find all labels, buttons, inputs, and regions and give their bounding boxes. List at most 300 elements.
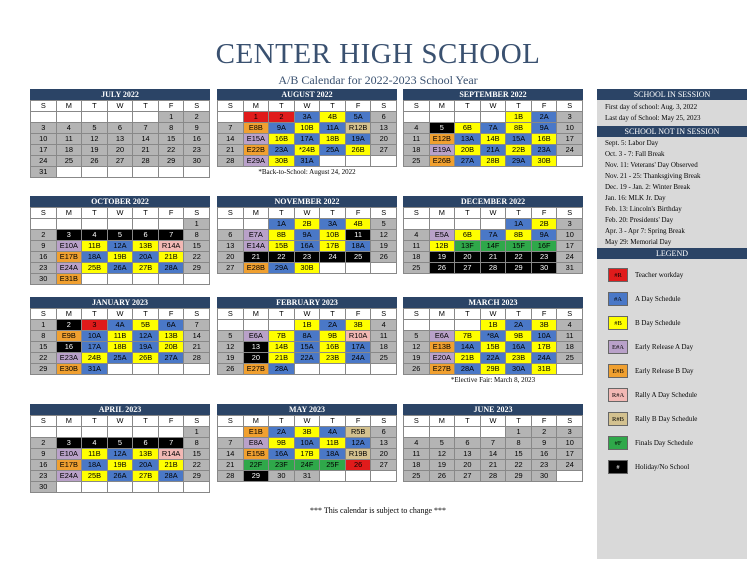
empty-cell [133, 427, 159, 438]
day-cell: 1B [295, 320, 321, 331]
weekday-header: M [430, 309, 456, 320]
weekday-header: S [184, 309, 210, 320]
month-grid [217, 415, 397, 482]
day-cell: 16A [295, 241, 321, 252]
not-in-session-item: May 29: Memorial Day [605, 238, 672, 246]
day-cell: 11A [320, 123, 346, 134]
day-cell: 17B [320, 241, 346, 252]
weekday-header: T [455, 101, 481, 112]
not-in-session-item: Feb. 20: Presidents' Day [605, 216, 674, 224]
day-cell: R10A [346, 331, 372, 342]
day-cell: 18 [404, 145, 430, 156]
legend-swatch: R#A [608, 388, 628, 402]
day-cell: 11 [404, 134, 430, 145]
weekday-header: S [371, 208, 397, 219]
legend-swatch: R#B [608, 412, 628, 426]
day-cell: E10A [57, 241, 83, 252]
day-cell: 27 [455, 263, 481, 274]
empty-cell [159, 364, 185, 375]
day-cell: 15 [31, 342, 57, 353]
weekday-header: W [295, 309, 321, 320]
day-cell: R5B [346, 427, 372, 438]
empty-cell [346, 156, 372, 167]
day-cell: 5 [108, 438, 134, 449]
day-cell: 24A [532, 353, 558, 364]
weekday-header: W [481, 208, 507, 219]
day-cell: E15A [244, 134, 270, 145]
month-grid [30, 308, 210, 375]
weekday-header: F [346, 208, 372, 219]
empty-cell [108, 219, 134, 230]
day-cell: 22 [159, 145, 185, 156]
day-cell: 5 [82, 123, 108, 134]
day-cell: 21 [218, 145, 244, 156]
day-cell: 28A [159, 263, 185, 274]
weekday-header: M [57, 101, 83, 112]
day-cell: 3 [557, 427, 583, 438]
empty-cell [31, 427, 57, 438]
empty-cell [320, 156, 346, 167]
weekday-header: W [108, 309, 134, 320]
weekday-header: T [133, 416, 159, 427]
day-cell: 4A [108, 320, 134, 331]
legend-item [597, 287, 747, 311]
day-cell: 9 [31, 241, 57, 252]
month-grid [403, 415, 583, 482]
day-cell: E13B [430, 342, 456, 353]
day-cell: 11 [404, 449, 430, 460]
day-cell: 9B [320, 331, 346, 342]
empty-cell [320, 471, 346, 482]
weekday-header: W [295, 208, 321, 219]
day-cell: 24 [557, 460, 583, 471]
day-cell: 10 [557, 230, 583, 241]
empty-cell [404, 427, 430, 438]
day-cell: E30B [57, 364, 83, 375]
day-cell: 31A [82, 364, 108, 375]
in-session-item: Last day of School: May 25, 2023 [605, 114, 701, 122]
day-cell: 11B [108, 331, 134, 342]
day-cell: 28 [218, 471, 244, 482]
weekday-header: W [481, 416, 507, 427]
day-cell: 15 [184, 449, 210, 460]
empty-cell [346, 471, 372, 482]
day-cell: 18A [346, 241, 372, 252]
day-cell: 3 [557, 219, 583, 230]
day-cell: 25A [320, 145, 346, 156]
day-cell: 6B [455, 230, 481, 241]
month-grid [30, 207, 210, 285]
day-cell: 16B [320, 342, 346, 353]
day-cell: 26A [108, 263, 134, 274]
empty-cell [184, 482, 210, 493]
day-cell: 6 [371, 112, 397, 123]
day-cell: 23A [269, 145, 295, 156]
empty-cell [108, 112, 134, 123]
weekday-header: T [269, 416, 295, 427]
day-cell: 30A [506, 364, 532, 375]
empty-cell [108, 167, 134, 178]
day-cell: 28B [481, 156, 507, 167]
day-cell: 18A [82, 252, 108, 263]
day-cell: 15B [269, 241, 295, 252]
day-cell: 11B [82, 241, 108, 252]
day-cell: E9B [57, 331, 83, 342]
day-cell: 21A [481, 145, 507, 156]
weekday-header: T [133, 208, 159, 219]
page-title: CENTER HIGH SCHOOL [215, 38, 541, 70]
weekday-header: F [159, 208, 185, 219]
empty-cell [57, 219, 83, 230]
weekday-header: S [218, 416, 244, 427]
day-cell: 21 [244, 252, 270, 263]
day-cell: 17A [346, 342, 372, 353]
empty-cell [159, 482, 185, 493]
day-cell: 25 [404, 156, 430, 167]
day-cell: 2 [184, 112, 210, 123]
day-cell: 1 [31, 320, 57, 331]
weekday-header: S [404, 208, 430, 219]
empty-cell [108, 274, 134, 285]
empty-cell [159, 274, 185, 285]
day-cell: 24 [31, 156, 57, 167]
day-cell: 15B [481, 342, 507, 353]
day-cell: 6 [455, 438, 481, 449]
empty-cell [430, 427, 456, 438]
day-cell: 23 [184, 145, 210, 156]
day-cell: 8 [159, 123, 185, 134]
empty-cell [133, 219, 159, 230]
month-december-2022 [403, 196, 583, 274]
day-cell: 17A [82, 342, 108, 353]
day-cell: 1A [506, 219, 532, 230]
legend-label: Early Release B Day [635, 367, 694, 375]
empty-cell [455, 219, 481, 230]
day-cell: 28 [481, 263, 507, 274]
day-cell: 25B [82, 471, 108, 482]
not-in-session-item: Nov. 11: Veterans' Day Observed [605, 161, 698, 169]
empty-cell [218, 112, 244, 123]
day-cell: 23A [532, 145, 558, 156]
month-header: APRIL 2023 [30, 404, 210, 415]
day-cell: R14A [159, 449, 185, 460]
day-cell: 12 [430, 449, 456, 460]
day-cell: 13 [371, 438, 397, 449]
day-cell: 29 [159, 156, 185, 167]
day-cell: E23A [57, 353, 83, 364]
day-cell: 3A [320, 219, 346, 230]
day-cell: 1 [506, 427, 532, 438]
month-grid [217, 100, 397, 167]
day-cell: 3 [82, 320, 108, 331]
day-cell: 13B [133, 241, 159, 252]
day-cell: 2A [320, 320, 346, 331]
day-cell: 14 [218, 449, 244, 460]
empty-cell [404, 112, 430, 123]
day-cell: 4B [320, 112, 346, 123]
day-cell: 29A [506, 156, 532, 167]
day-cell: 6A [159, 320, 185, 331]
day-cell: 12A [108, 449, 134, 460]
day-cell: 6 [133, 230, 159, 241]
empty-cell [108, 364, 134, 375]
day-cell: 9A [532, 230, 558, 241]
day-cell: E29A [244, 156, 270, 167]
month-header: SEPTEMBER 2022 [403, 89, 583, 100]
day-cell: 22 [184, 460, 210, 471]
weekday-header: T [455, 208, 481, 219]
weekday-header: T [269, 208, 295, 219]
day-cell: 25F [320, 460, 346, 471]
day-cell: 4 [82, 438, 108, 449]
legend-swatch: #R [608, 268, 628, 282]
day-cell: 29 [184, 263, 210, 274]
weekday-header: S [184, 416, 210, 427]
day-cell: 12A [133, 331, 159, 342]
empty-cell [481, 112, 507, 123]
day-cell: 4 [404, 438, 430, 449]
legend-label: Finals Day Schedule [635, 439, 693, 447]
weekday-header: T [506, 416, 532, 427]
weekday-header: T [506, 101, 532, 112]
day-cell: 2 [269, 112, 295, 123]
day-cell: 2B [532, 219, 558, 230]
day-cell: 13 [244, 342, 270, 353]
empty-cell [31, 112, 57, 123]
empty-cell [371, 364, 397, 375]
day-cell: 20 [108, 145, 134, 156]
day-cell: 30B [269, 156, 295, 167]
month-february-2023 [217, 297, 397, 375]
month-note: *Back-to-School: August 24, 2022 [258, 168, 356, 176]
day-cell: 31A [295, 156, 321, 167]
empty-cell [481, 219, 507, 230]
empty-cell [82, 427, 108, 438]
day-cell: 29 [184, 471, 210, 482]
empty-cell [133, 364, 159, 375]
day-cell: 16A [269, 449, 295, 460]
legend-item [597, 383, 747, 407]
day-cell: 25 [404, 471, 430, 482]
day-cell: 16F [532, 241, 558, 252]
day-cell: 2 [31, 438, 57, 449]
day-cell: 15A [295, 342, 321, 353]
weekday-header: T [506, 309, 532, 320]
day-cell: 19B [108, 252, 134, 263]
day-cell: 14 [133, 134, 159, 145]
empty-cell [184, 274, 210, 285]
not-in-session-item: Jan. 16: MLK Jr. Day [605, 194, 666, 202]
weekday-header: T [82, 208, 108, 219]
empty-cell [133, 274, 159, 285]
day-cell: 16B [532, 134, 558, 145]
day-cell: 28 [133, 156, 159, 167]
legend-item [597, 311, 747, 335]
month-note: *Elective Fair: March 8, 2023 [450, 376, 536, 384]
legend-item [597, 455, 747, 479]
empty-cell [371, 471, 397, 482]
empty-cell [295, 364, 321, 375]
day-cell: 13B [133, 449, 159, 460]
day-cell: 7 [159, 438, 185, 449]
day-cell: 13B [159, 331, 185, 342]
legend-swatch: E#B [608, 364, 628, 378]
footer-note: *** This calendar is subject to change *** [309, 506, 447, 515]
day-cell: 17 [557, 449, 583, 460]
day-cell: E15B [244, 449, 270, 460]
day-cell: 14F [481, 241, 507, 252]
day-cell: 15 [159, 134, 185, 145]
day-cell: 25 [346, 252, 372, 263]
weekday-header: S [31, 208, 57, 219]
legend-item [597, 407, 747, 431]
month-july-2022 [30, 89, 210, 178]
not-in-session-item: Sept. 5: Labor Day [605, 139, 659, 147]
day-cell: 5 [218, 331, 244, 342]
day-cell: E24A [57, 263, 83, 274]
day-cell: 28 [184, 353, 210, 364]
day-cell: E10A [57, 449, 83, 460]
day-cell: 6 [133, 438, 159, 449]
weekday-header: S [404, 309, 430, 320]
legend [597, 259, 747, 479]
weekday-header: T [320, 416, 346, 427]
day-cell: 22B [506, 145, 532, 156]
day-cell: 2 [57, 320, 83, 331]
weekday-header: T [320, 309, 346, 320]
day-cell: 26 [430, 471, 456, 482]
day-cell: 8B [506, 123, 532, 134]
empty-cell [108, 427, 134, 438]
not-in-session-item: Dec. 19 - Jan. 2: Winter Break [605, 183, 691, 191]
weekday-header: M [430, 208, 456, 219]
day-cell: 7A [481, 123, 507, 134]
day-cell: 23 [295, 252, 321, 263]
empty-cell [244, 219, 270, 230]
day-cell: 18B [108, 342, 134, 353]
day-cell: 10 [31, 134, 57, 145]
in-session-list [597, 100, 747, 126]
day-cell: 9B [269, 438, 295, 449]
legend-item [597, 431, 747, 455]
day-cell: 8 [31, 331, 57, 342]
day-cell: 6 [108, 123, 134, 134]
day-cell: 31 [295, 471, 321, 482]
day-cell: 20 [371, 134, 397, 145]
day-cell: 14 [481, 449, 507, 460]
day-cell: E26B [430, 156, 456, 167]
day-cell: 30 [269, 471, 295, 482]
empty-cell [57, 427, 83, 438]
day-cell: 5 [108, 230, 134, 241]
weekday-header: F [159, 101, 185, 112]
month-header: MAY 2023 [217, 404, 397, 415]
day-cell: 18 [57, 145, 83, 156]
day-cell: 23 [532, 252, 558, 263]
day-cell: 3 [31, 123, 57, 134]
empty-cell [82, 274, 108, 285]
empty-cell [455, 320, 481, 331]
day-cell: 17 [31, 145, 57, 156]
day-cell: 4 [404, 123, 430, 134]
day-cell: 28A [269, 364, 295, 375]
day-cell: 11 [371, 331, 397, 342]
weekday-header: S [184, 101, 210, 112]
month-april-2023 [30, 404, 210, 493]
day-cell: 17A [295, 134, 321, 145]
empty-cell [404, 219, 430, 230]
day-cell: 3 [557, 112, 583, 123]
day-cell: 27 [218, 263, 244, 274]
day-cell: 4 [404, 230, 430, 241]
day-cell: 10 [557, 438, 583, 449]
month-grid [403, 100, 583, 167]
day-cell: 20 [455, 460, 481, 471]
day-cell: 21 [481, 252, 507, 263]
day-cell: 4B [346, 219, 372, 230]
weekday-header: S [218, 309, 244, 320]
legend-header: LEGEND [597, 248, 747, 259]
day-cell: 30 [31, 482, 57, 493]
day-cell: 24B [82, 353, 108, 364]
day-cell: 19 [430, 460, 456, 471]
day-cell: 8B [506, 230, 532, 241]
day-cell: 1 [184, 219, 210, 230]
day-cell: 27B [133, 471, 159, 482]
weekday-header: S [184, 208, 210, 219]
day-cell: E6A [430, 331, 456, 342]
day-cell: 23B [506, 353, 532, 364]
weekday-header: T [455, 309, 481, 320]
day-cell: 23 [31, 471, 57, 482]
day-cell: 7B [269, 331, 295, 342]
day-cell: 7A [481, 230, 507, 241]
day-cell: 13F [455, 241, 481, 252]
empty-cell [269, 320, 295, 331]
day-cell: E28B [244, 263, 270, 274]
month-grid [30, 100, 210, 178]
weekday-header: F [532, 101, 558, 112]
day-cell: 13 [371, 123, 397, 134]
day-cell: 31B [532, 364, 558, 375]
day-cell: 18 [557, 342, 583, 353]
day-cell: 18A [320, 449, 346, 460]
empty-cell [346, 263, 372, 274]
day-cell: 9B [506, 331, 532, 342]
day-cell: 20 [218, 252, 244, 263]
day-cell: 10A [532, 331, 558, 342]
day-cell: 6 [371, 427, 397, 438]
day-cell: 2A [532, 112, 558, 123]
empty-cell [481, 427, 507, 438]
empty-cell [557, 156, 583, 167]
day-cell: 5A [346, 112, 372, 123]
weekday-header: S [404, 101, 430, 112]
day-cell: 24A [346, 353, 372, 364]
day-cell: 22 [506, 460, 532, 471]
weekday-header: T [506, 208, 532, 219]
month-header: MARCH 2023 [403, 297, 583, 308]
day-cell: 31 [31, 167, 57, 178]
day-cell: E8B [244, 123, 270, 134]
empty-cell [57, 167, 83, 178]
month-grid [403, 207, 583, 274]
weekday-header: W [108, 101, 134, 112]
legend-swatch: #F [608, 436, 628, 450]
day-cell: 3 [57, 438, 83, 449]
day-cell: 9 [532, 438, 558, 449]
day-cell: 30 [184, 156, 210, 167]
